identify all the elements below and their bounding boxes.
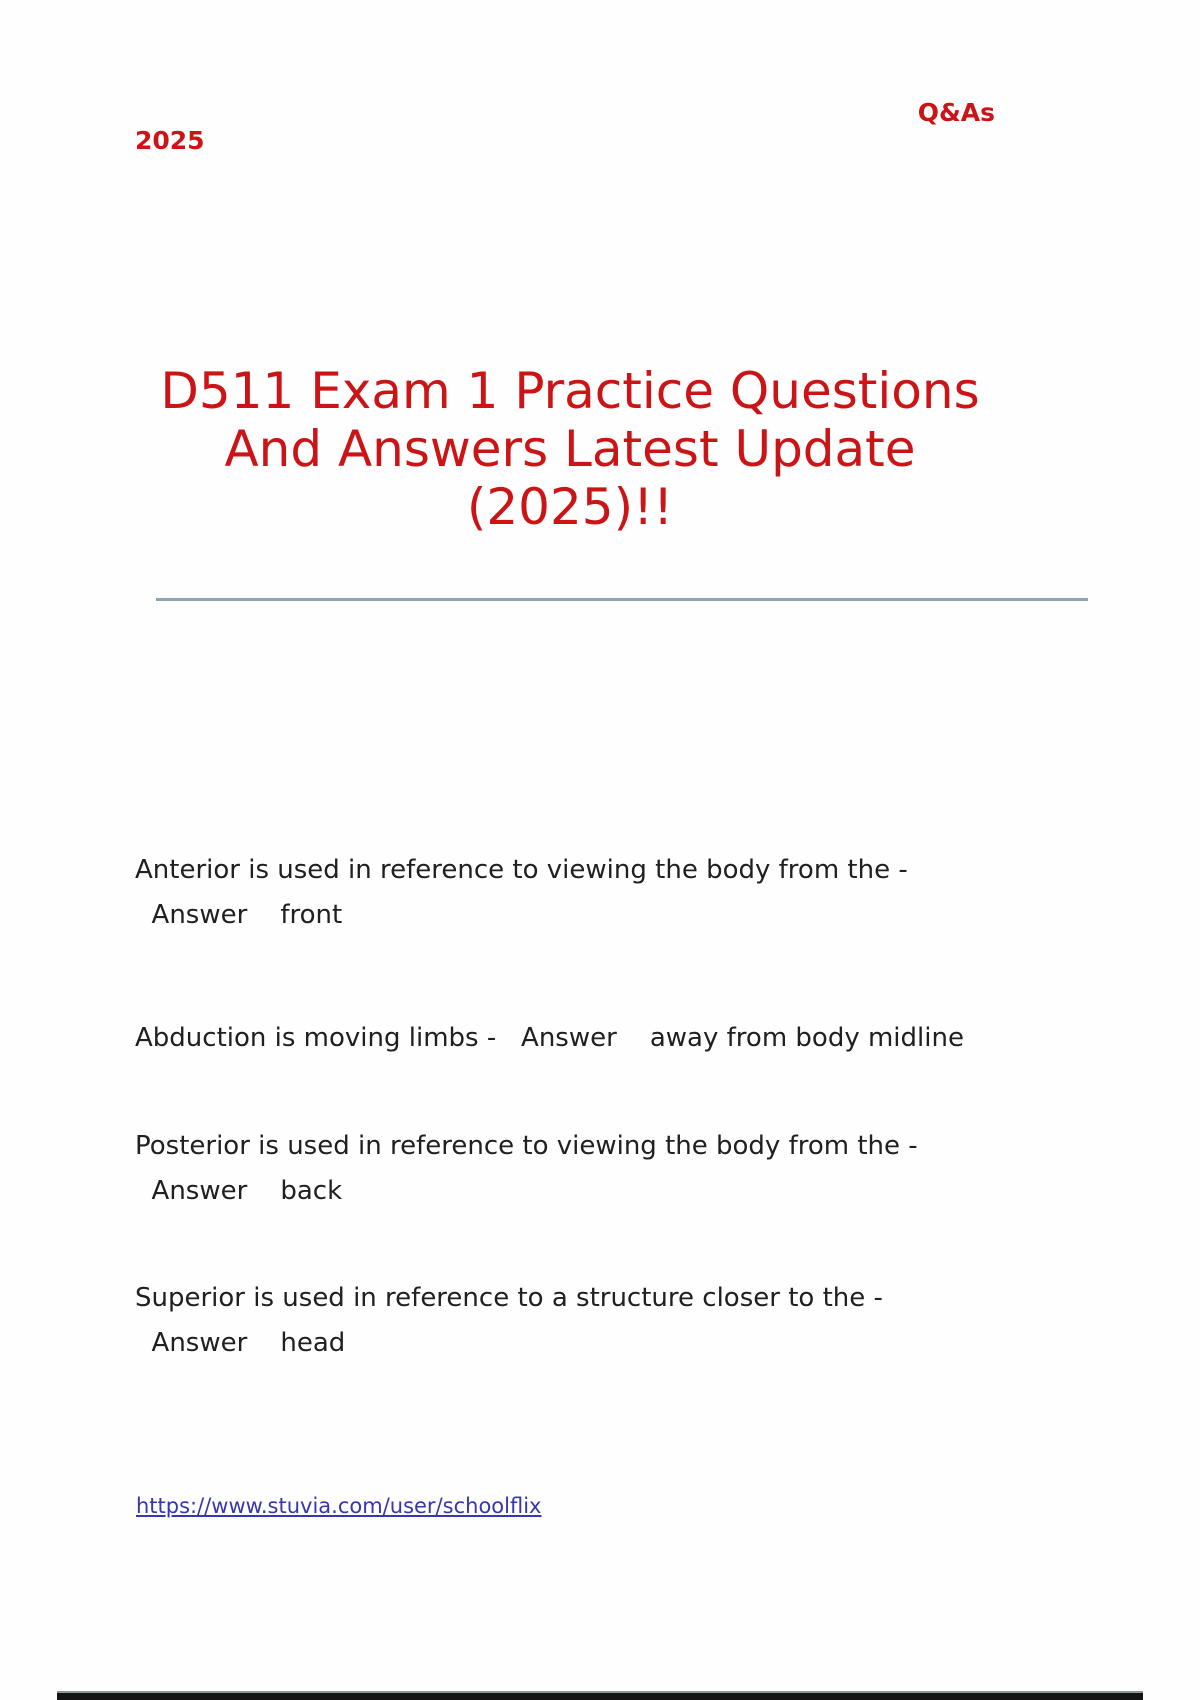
- qa-item: [135, 848, 990, 938]
- qa-question: Posterior is used in reference to viewing the body from the -: [135, 1131, 918, 1161]
- qa-answer-label: Answer: [151, 900, 248, 930]
- qa-answer-label: Answer: [151, 1176, 248, 1206]
- qa-answer: head: [280, 1328, 346, 1358]
- qa-answer: away from body midline: [649, 1023, 964, 1053]
- qa-answer-label: Answer: [151, 1328, 248, 1358]
- qa-answer-label: Answer: [521, 1023, 617, 1053]
- qa-question: Abduction is moving limbs -: [135, 1023, 497, 1053]
- year-tag: 2025: [135, 126, 205, 155]
- qa-item: [135, 1124, 990, 1214]
- qa-item: [135, 1276, 990, 1366]
- qa-item: [135, 1016, 990, 1061]
- footer-link[interactable]: https://www.stuvia.com/user/schoolflix: [136, 1494, 542, 1518]
- qas-corner-tag: Q&As: [917, 98, 995, 127]
- qa-answer: back: [280, 1176, 343, 1206]
- page-bottom-bar: [57, 1691, 1143, 1700]
- page-title: D511 Exam 1 Practice Questions And Answers Latest Update (2025)!!: [160, 362, 980, 536]
- qa-answer: front: [280, 900, 343, 930]
- qa-question: Anterior is used in reference to viewing the body from the -: [135, 855, 908, 885]
- qa-question: Superior is used in reference to a structure closer to the -: [135, 1283, 883, 1313]
- title-divider: [156, 598, 1088, 601]
